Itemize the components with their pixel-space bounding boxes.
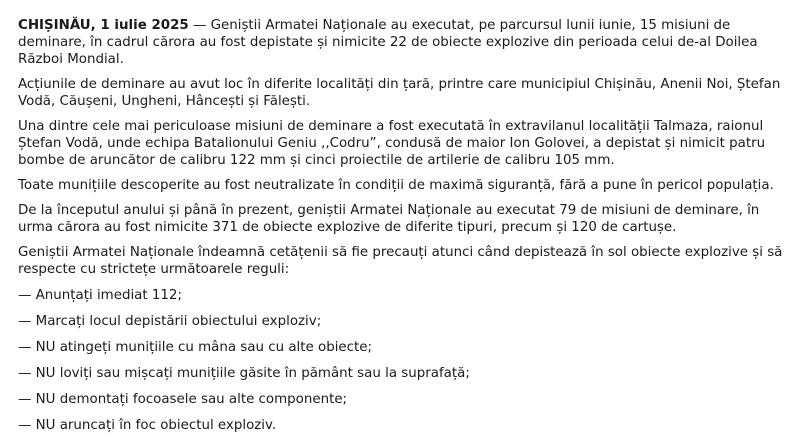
paragraph-call-to-caution: Geniștii Armatei Naționale îndeamnă cetățenii să fie precauți atunci când depistează în sol obiecte explozive și să respecte cu strictețe următoarele reguli: bbox=[18, 245, 783, 277]
lead-paragraph bbox=[18, 17, 788, 68]
lead-text: — Geniștii Armatei Naționale au executat, pe parcursul lunii iunie, 15 misiuni de deminare, în cadrul cărora au fost depistate și nimicite 22 de obiecte explozive din perioada celui de-al Doilea Război Mondial. bbox=[18, 18, 758, 67]
rule-item: — Marcați locul depistării obiectului exploziv; bbox=[18, 314, 322, 329]
paragraph-year-stats: De la începutul anului și până în prezent, geniștii Armatei Naționale au executat 79 de misiuni de deminare, în urma cărora au fost nimicite 371 de obiecte explozive de diferite tipuri, precum și 120 de cartușe. bbox=[18, 203, 760, 235]
paragraph-talmaza-mission: Una dintre cele mai periculoase misiuni de deminare a fost executată în extravilanul localității Talmaza, raionul Ștefan Vodă, unde echipa Batalionului Geniu ,,Codru”, condusă de maior Ion Golovei, a depistat și nimicit patru bombe de aruncător de calibru 122 mm și cinci proiectile de artilerie de calibru 105 mm. bbox=[18, 119, 766, 168]
paragraph-locations: Acțiunile de deminare au avut loc în diferite localități din țară, printre care municipiul Chișinău, Anenii Noi, Ștefan Vodă, Căușeni, Ungheni, Hâncești și Fălești. bbox=[18, 77, 781, 109]
article-body bbox=[18, 17, 788, 443]
rule-item: — Anunțați imediat 112; bbox=[18, 288, 182, 303]
paragraph-neutralized: Toate munițiile descoperite au fost neutralizate în condiții de maximă siguranță, fără a pune în pericol populația. bbox=[18, 178, 774, 193]
rule-item: — NU demontați focoasele sau alte componente; bbox=[18, 392, 348, 407]
dateline: CHIȘINĂU, 1 iulie 2025 bbox=[18, 18, 189, 33]
rule-item: — NU atingeți munițiile cu mâna sau cu alte obiecte; bbox=[18, 340, 373, 355]
rule-item: — NU loviți sau mișcați munițiile găsite în pământ sau la suprafață; bbox=[18, 366, 470, 381]
rule-item: — NU aruncați în foc obiectul exploziv. bbox=[18, 418, 277, 433]
